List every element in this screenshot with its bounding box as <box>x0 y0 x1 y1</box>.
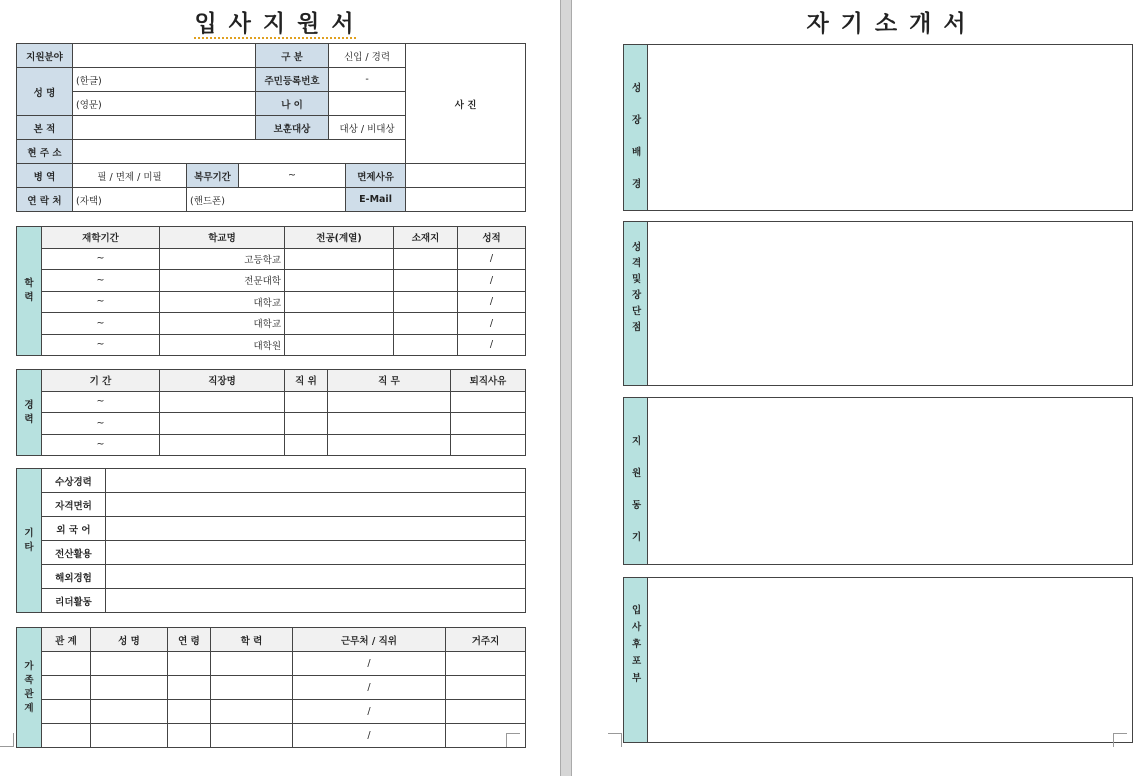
motivation-label-text: 지 원 동 기 <box>632 436 642 543</box>
edu-header: 재학기간 <box>42 227 160 249</box>
table-row <box>17 291 526 313</box>
personality-text-box[interactable] <box>623 221 1133 386</box>
family-education[interactable] <box>211 700 293 724</box>
exempt-label: 면제사유 <box>346 164 406 188</box>
email-label: E-Mail <box>346 188 406 212</box>
origin-input[interactable] <box>73 116 256 140</box>
table-row <box>17 270 526 292</box>
table-row <box>17 248 526 270</box>
family-education[interactable] <box>211 676 293 700</box>
table-row <box>17 652 526 676</box>
family-relation[interactable] <box>42 652 91 676</box>
veteran-value[interactable]: 대상 / 비대상 <box>329 116 406 140</box>
etc-item-label: 외 국 어 <box>42 517 106 541</box>
education-side-label: 학 력 <box>17 227 42 356</box>
etc-item-label: 수상경력 <box>42 469 106 493</box>
edu-major[interactable] <box>285 334 394 356</box>
family-header: 관 계 <box>42 628 91 652</box>
family-name[interactable] <box>91 676 168 700</box>
origin-label: 본 적 <box>17 116 73 140</box>
basic-info-table <box>16 43 526 212</box>
family-name[interactable] <box>91 700 168 724</box>
career-position[interactable] <box>285 413 328 435</box>
motivation-text-box[interactable] <box>623 397 1133 565</box>
career-table <box>16 369 526 456</box>
career-leave-reason[interactable] <box>451 413 526 435</box>
edu-location[interactable] <box>394 334 458 356</box>
edu-header: 성적 <box>458 227 526 249</box>
etc-item-input[interactable] <box>106 589 526 613</box>
family-header: 학 력 <box>211 628 293 652</box>
family-name[interactable] <box>91 652 168 676</box>
application-page <box>0 0 560 776</box>
family-relation[interactable] <box>42 724 91 748</box>
table-row <box>17 313 526 335</box>
category-value[interactable]: 신입 / 경력 <box>329 44 406 68</box>
career-company[interactable] <box>160 391 285 413</box>
etc-item-label: 리더활동 <box>42 589 106 613</box>
aspiration-section-label <box>623 577 648 743</box>
service-label: 복무기간 <box>187 164 239 188</box>
family-age[interactable] <box>168 724 211 748</box>
edu-school[interactable]: 대학원 <box>160 334 285 356</box>
age-input[interactable] <box>329 92 406 116</box>
exempt-input[interactable] <box>406 164 526 188</box>
career-duty[interactable] <box>328 434 451 456</box>
family-education[interactable] <box>211 652 293 676</box>
table-row <box>17 434 526 456</box>
family-table <box>16 627 526 748</box>
growth-section-label <box>623 44 648 211</box>
personality-label-text: 성 격 및 장 단 점 <box>632 242 642 333</box>
table-row <box>17 334 526 356</box>
photo-box[interactable]: 사 진 <box>406 44 526 164</box>
edu-major[interactable] <box>285 291 394 313</box>
table-row <box>17 413 526 435</box>
page-gutter <box>560 0 572 776</box>
field-label: 지원분야 <box>17 44 73 68</box>
self-intro-title: 자 기 소 개 서 <box>806 11 968 37</box>
application-title: 입 사 지 원 서 <box>194 11 356 37</box>
rrn-label: 주민등록번호 <box>256 68 329 92</box>
career-position[interactable] <box>285 391 328 413</box>
career-period[interactable]: ~ <box>42 434 160 456</box>
edu-major[interactable] <box>285 248 394 270</box>
home-phone-input[interactable]: (자택) <box>73 188 187 212</box>
family-education[interactable] <box>211 724 293 748</box>
family-side-label: 가 족 관 계 <box>17 628 42 748</box>
career-leave-reason[interactable] <box>451 391 526 413</box>
career-side-label: 경 력 <box>17 370 42 456</box>
career-company[interactable] <box>160 434 285 456</box>
personality-section-label <box>623 221 648 386</box>
family-name[interactable] <box>91 724 168 748</box>
crop-mark <box>608 733 622 747</box>
table-row <box>17 700 526 724</box>
edu-header: 학교명 <box>160 227 285 249</box>
edu-location[interactable] <box>394 270 458 292</box>
table-row <box>17 676 526 700</box>
crop-mark <box>0 733 14 747</box>
edu-major[interactable] <box>285 270 394 292</box>
table-row <box>17 391 526 413</box>
etc-item-input[interactable] <box>106 517 526 541</box>
edu-grade[interactable]: / <box>458 334 526 356</box>
edu-grade[interactable]: / <box>458 291 526 313</box>
field-input[interactable] <box>73 44 256 68</box>
crop-mark <box>1113 733 1127 747</box>
family-age[interactable] <box>168 652 211 676</box>
career-header: 기 간 <box>42 370 160 392</box>
growth-label-text: 성 장 배 경 <box>632 83 642 190</box>
edu-grade[interactable]: / <box>458 248 526 270</box>
etc-side-label: 기 타 <box>17 469 42 613</box>
edu-header: 전공(계열) <box>285 227 394 249</box>
etc-item-input[interactable] <box>106 541 526 565</box>
family-work[interactable]: / <box>293 724 446 748</box>
growth-text-box[interactable] <box>623 44 1133 211</box>
etc-item-input[interactable] <box>106 493 526 517</box>
name-kor-input[interactable]: (한글) <box>73 68 256 92</box>
career-header: 직장명 <box>160 370 285 392</box>
career-position[interactable] <box>285 434 328 456</box>
edu-major[interactable] <box>285 313 394 335</box>
email-input[interactable] <box>406 188 526 212</box>
service-period[interactable]: ~ <box>239 164 346 188</box>
education-table <box>16 226 526 356</box>
edu-location[interactable] <box>394 313 458 335</box>
family-age[interactable] <box>168 700 211 724</box>
edu-school[interactable]: 전문대학 <box>160 270 285 292</box>
family-header: 성 명 <box>91 628 168 652</box>
edu-location[interactable] <box>394 248 458 270</box>
name-label: 성 명 <box>17 68 73 116</box>
etc-item-input[interactable] <box>106 565 526 589</box>
aspiration-label-text: 입 사 후 포 부 <box>632 605 642 684</box>
family-relation[interactable] <box>42 700 91 724</box>
family-work[interactable]: / <box>293 676 446 700</box>
edu-school[interactable]: 대학교 <box>160 313 285 335</box>
address-input[interactable] <box>73 140 406 164</box>
crop-mark <box>506 733 520 747</box>
etc-item-label: 전산활용 <box>42 541 106 565</box>
edu-header: 소재지 <box>394 227 458 249</box>
etc-item-input[interactable] <box>106 469 526 493</box>
career-period[interactable]: ~ <box>42 413 160 435</box>
career-header: 퇴직사유 <box>451 370 526 392</box>
career-company[interactable] <box>160 413 285 435</box>
self-intro-page <box>572 0 1134 776</box>
aspiration-text-box[interactable] <box>623 577 1133 743</box>
military-value[interactable]: 필 / 면제 / 미필 <box>73 164 187 188</box>
family-work[interactable]: / <box>293 700 446 724</box>
table-row <box>17 724 526 748</box>
mobile-phone-input[interactable]: (핸드폰) <box>187 188 346 212</box>
edu-period[interactable]: ~ <box>42 313 160 335</box>
family-residence[interactable] <box>446 676 526 700</box>
edu-school[interactable]: 대학교 <box>160 291 285 313</box>
military-label: 병 역 <box>17 164 73 188</box>
family-header: 연 령 <box>168 628 211 652</box>
career-period[interactable]: ~ <box>42 391 160 413</box>
career-duty[interactable] <box>328 413 451 435</box>
edu-school[interactable]: 고등학교 <box>160 248 285 270</box>
edu-period[interactable]: ~ <box>42 291 160 313</box>
category-label: 구 분 <box>256 44 329 68</box>
edu-period[interactable]: ~ <box>42 334 160 356</box>
motivation-section-label <box>623 397 648 565</box>
family-residence[interactable] <box>446 652 526 676</box>
etc-item-label: 해외경험 <box>42 565 106 589</box>
edu-location[interactable] <box>394 291 458 313</box>
family-header: 근무처 / 직위 <box>293 628 446 652</box>
edu-grade[interactable]: / <box>458 270 526 292</box>
edu-period[interactable]: ~ <box>42 270 160 292</box>
address-label: 현 주 소 <box>17 140 73 164</box>
family-work[interactable]: / <box>293 652 446 676</box>
edu-grade[interactable]: / <box>458 313 526 335</box>
edu-period[interactable]: ~ <box>42 248 160 270</box>
etc-table <box>16 468 526 613</box>
family-header: 거주지 <box>446 628 526 652</box>
career-header: 직 무 <box>328 370 451 392</box>
career-leave-reason[interactable] <box>451 434 526 456</box>
veteran-label: 보훈대상 <box>256 116 329 140</box>
career-header: 직 위 <box>285 370 328 392</box>
career-duty[interactable] <box>328 391 451 413</box>
family-relation[interactable] <box>42 676 91 700</box>
age-label: 나 이 <box>256 92 329 116</box>
rrn-input[interactable]: - <box>329 68 406 92</box>
family-residence[interactable] <box>446 700 526 724</box>
contact-label: 연 락 처 <box>17 188 73 212</box>
etc-item-label: 자격면허 <box>42 493 106 517</box>
family-age[interactable] <box>168 676 211 700</box>
name-eng-input[interactable]: (영문) <box>73 92 256 116</box>
